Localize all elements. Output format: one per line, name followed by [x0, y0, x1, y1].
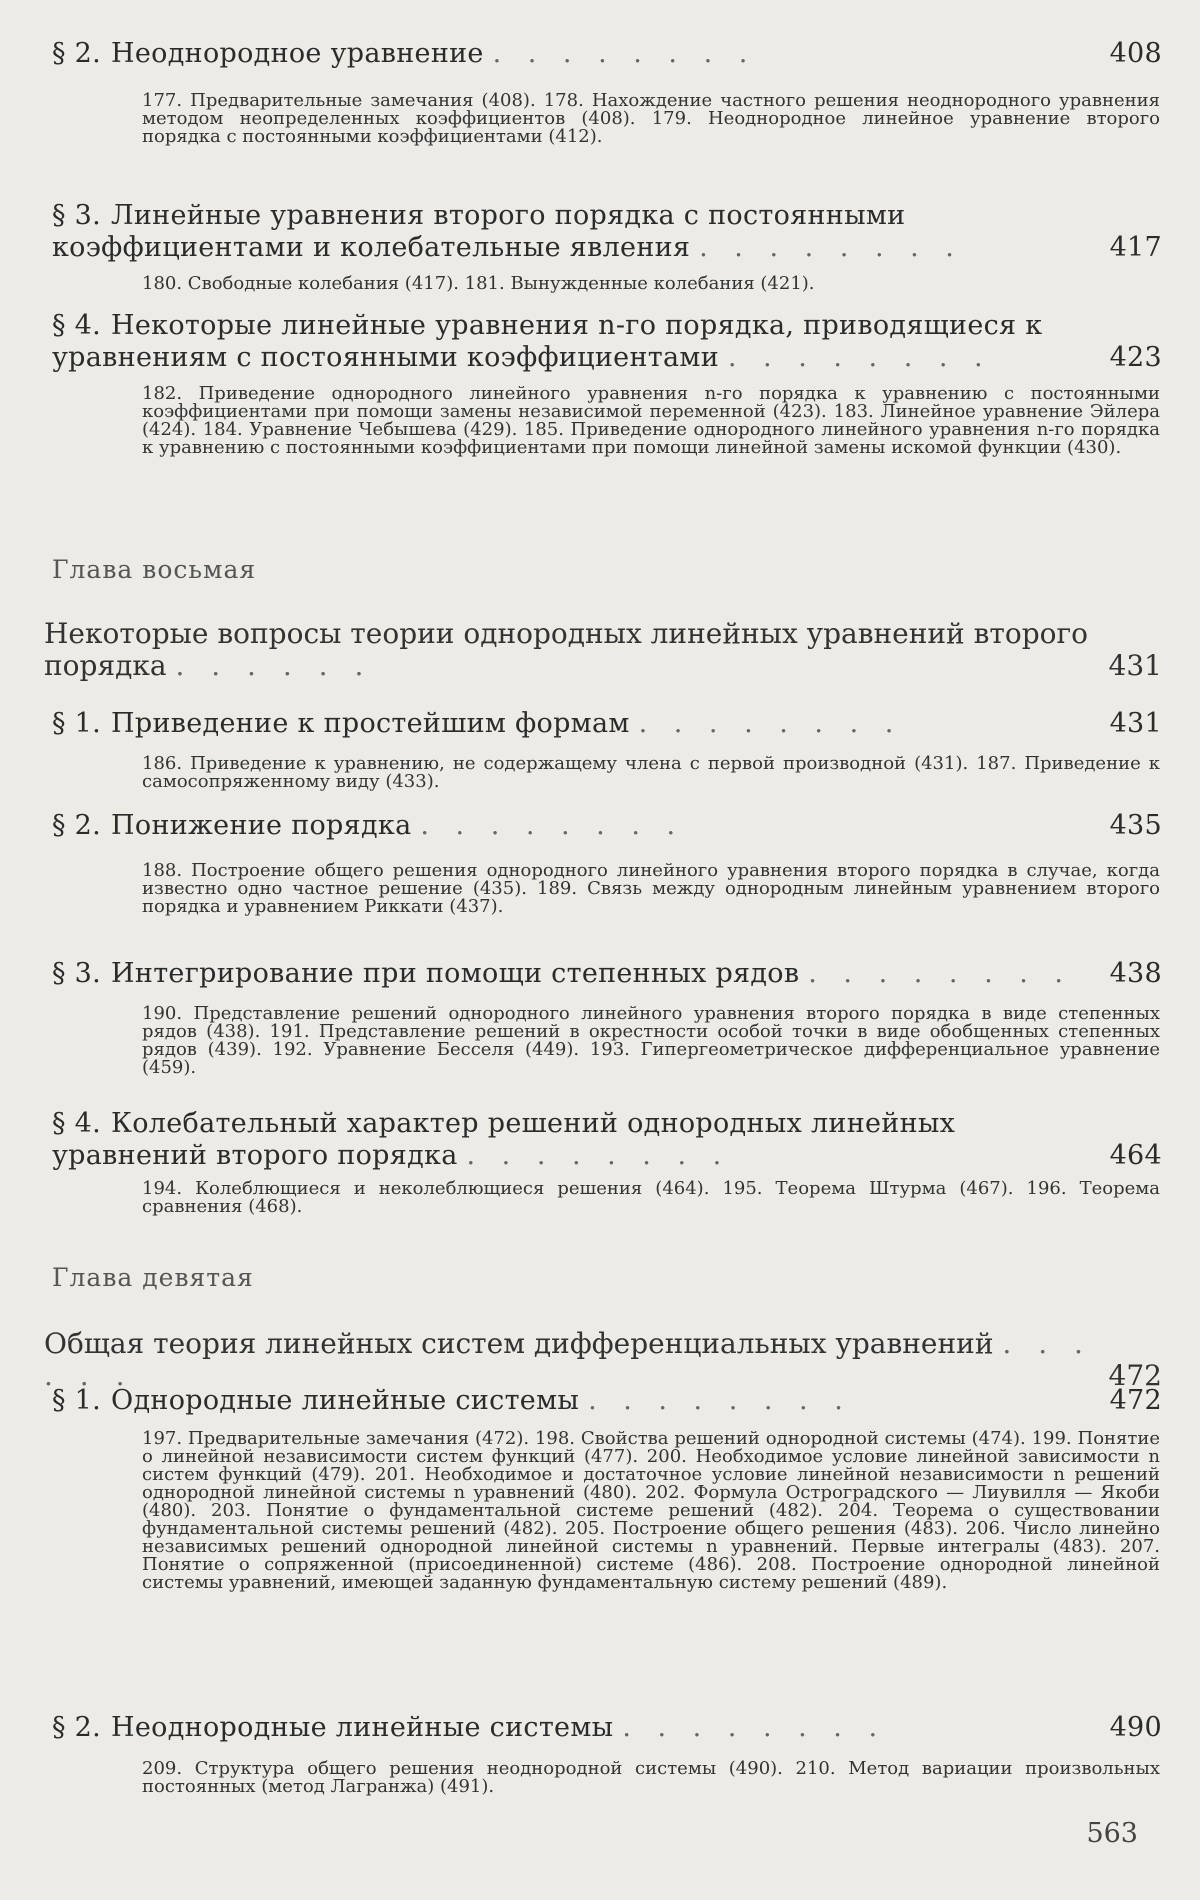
section-number: § 2.	[52, 1712, 102, 1743]
section-number: § 1.	[52, 708, 102, 739]
toc-subsection-list: 182. Приведение однородного линейного уравнения n-го порядка к уравнению с постоянными коэффициентами при помощи замены независимой переменной (423). 183. Линейное уравнение Эйлера (424). 184. Уравнение Чебышева (429). 185. Приведение однородного линейного уравнения n-го порядка к уравнению с постоянными коэффициентами при помощи линейной замены искомой функции (430).	[142, 383, 1160, 458]
toc-subsection-list: 180. Свободные колебания (417). 181. Вынужденные колебания (421).	[142, 273, 815, 294]
section-page-number: 490	[1109, 1712, 1162, 1743]
section-number: § 1.	[52, 1385, 102, 1416]
toc-section-entry	[52, 1385, 1162, 1417]
chapter-title	[44, 1328, 1162, 1392]
leader-dots: . . . . . . . .	[492, 38, 757, 69]
leader-dots: . . . . . . . .	[638, 708, 903, 739]
section-number: § 2.	[52, 38, 102, 69]
section-page-number: 435	[1109, 810, 1162, 841]
section-page-number: 408	[1109, 38, 1162, 69]
chapter-page-number: 431	[1108, 649, 1162, 682]
toc-section-entry	[52, 38, 1162, 70]
toc-subsection-list: 194. Колеблющиеся и неколеблющиеся решения (464). 195. Теорема Штурма (467). 196. Теорема сравнения (468).	[142, 1178, 1160, 1217]
section-number: § 3.	[52, 200, 102, 231]
section-page-number: 438	[1109, 958, 1162, 989]
chapter-title	[44, 618, 1162, 682]
leader-dots: . . . . . . . .	[588, 1385, 852, 1416]
section-page-number: 423	[1109, 342, 1162, 373]
section-number: § 4.	[52, 1108, 102, 1139]
leader-dots: . . . . . .	[44, 1327, 1092, 1392]
toc-section-entry	[52, 1712, 1162, 1744]
toc-section-entry	[52, 200, 1162, 264]
section-title: Неоднородные линейные системы	[111, 1712, 623, 1743]
page-number: 563	[1086, 1818, 1138, 1849]
section-page-number: 464	[1109, 1140, 1162, 1171]
toc-section-entry	[52, 708, 1162, 740]
section-title: Однородные линейные системы	[111, 1385, 589, 1416]
toc-subsection-list: 188. Построение общего решения однородного линейного уравнения второго порядка в случае, когда известно одно частное решение (435). 189. Связь между однородным линейным уравнением второго порядка и уравнением Риккати (437).	[142, 860, 1160, 917]
chapter-title-text: Некоторые вопросы теории однородных линейных уравнений второго порядка	[44, 617, 1089, 682]
section-title: Приведение к простейшим формам	[111, 708, 639, 739]
toc-subsection-list: 209. Структура общего решения неоднородной системы (490). 210. Метод вариации произвольных постоянных (метод Лагранжа) (491).	[142, 1758, 1160, 1797]
section-number: § 3.	[52, 958, 102, 989]
toc-subsection-list: 186. Приведение к уравнению, не содержащему члена с первой производной (431). 187. Приведение к самосопряженному виду (433).	[142, 753, 1160, 792]
section-title: Понижение порядка	[111, 810, 421, 841]
section-page-number: 417	[1109, 232, 1162, 263]
toc-subsection-list: 177. Предварительные замечания (408). 178. Нахождение частного решения неоднородного уравнения методом неопределенных коэффициентов (408). 179. Неоднородное линейное уравнение второго порядка с постоянными коэффициентами (412).	[142, 90, 1160, 147]
section-title: Интегрирование при помощи степенных рядов	[111, 958, 809, 989]
leader-dots: . . . . . . . .	[699, 232, 963, 263]
chapter-page-number: 472	[1108, 1359, 1162, 1392]
toc-subsection-list: 190. Представление решений однородного линейного уравнения второго порядка в виде степенных рядов (438). 191. Представление решений в окрестности особой точки в виде обобщенных степенных рядов (439). 192. Уравнение Бесселя (449). 193. Гипергеометрическое дифференциальное уравнение (459).	[142, 1003, 1160, 1078]
section-number: § 2.	[52, 810, 102, 841]
leader-dots: . . . . . .	[175, 649, 373, 682]
chapter-title-text: Общая теория линейных систем дифференциальных уравнений	[44, 1327, 1003, 1360]
section-title: Колебательный характер решений однородных линейных уравнений второго порядка	[52, 1108, 956, 1171]
leader-dots: . . . . . . . .	[622, 1712, 887, 1743]
section-number: § 4.	[52, 310, 102, 341]
section-page-number: 472	[1109, 1385, 1162, 1416]
section-title: Некоторые линейные уравнения n-го порядка, приводящиеся к уравнениям с постоянными коэффициентами	[52, 310, 1043, 373]
section-title: Неоднородное уравнение	[111, 38, 493, 69]
section-page-number: 431	[1109, 708, 1162, 739]
toc-subsection-list: 197. Предварительные замечания (472). 198. Свойства решений однородной системы (474). 199. Понятие о линейной независимости систем функций (477). 200. Необходимое условие линейной зависимости n систем функций (479). 201. Необходимое и достаточное условие линейной независимости n решений однородной линейной системы n уравнений (480). 202. Формула Остроградского — Лиувилля — Якоби (480). 203. Понятие о фундаментальной системе решений (482). 204. Теорема о существовании фундаментальной системы решений (482). 205. Построение общего решения (483). 206. Число линейно независимых решений однородной линейной системы n уравнений. Первые интегралы (483). 207. Понятие о сопряженной (присоединенной) системе (486). 208. Построение однородной линейной системы уравнений, имеющей заданную фундаментальную систему решений (489).	[142, 1428, 1160, 1593]
toc-section-entry	[52, 1108, 1162, 1172]
chapter-heading: Глава восьмая	[52, 555, 257, 584]
chapter-heading: Глава девятая	[52, 1263, 254, 1292]
toc-section-entry	[52, 958, 1162, 990]
leader-dots: . . . . . . . .	[420, 810, 685, 841]
leader-dots: . . . . . . . .	[808, 958, 1072, 989]
leader-dots: . . . . . . . .	[466, 1140, 731, 1171]
toc-section-entry	[52, 810, 1162, 842]
leader-dots: . . . . . . . .	[727, 342, 992, 373]
toc-section-entry	[52, 310, 1162, 374]
section-title: Линейные уравнения второго порядка с постоянными коэффициентами и колебательные явления	[52, 200, 906, 263]
